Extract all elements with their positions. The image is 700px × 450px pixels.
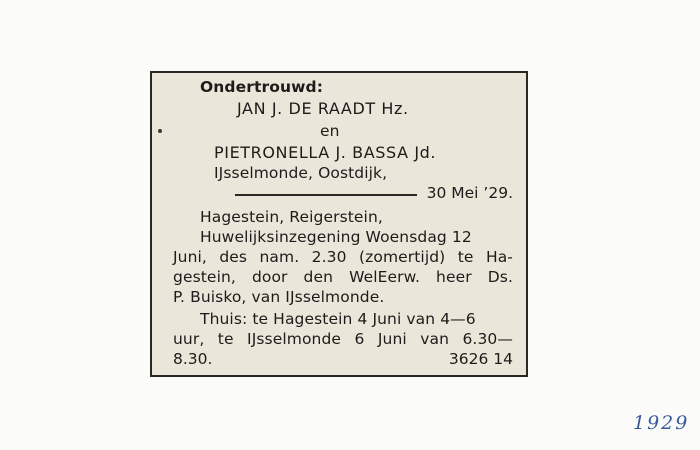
groom-name: JAN J. DE RAADT Hz. — [237, 99, 409, 118]
announcement-date: 30 Mei ’29. — [426, 184, 513, 202]
body-line: P. Buisko, van IJsselmonde. — [173, 288, 385, 306]
closing-time: 8.30. — [173, 350, 213, 368]
date-row — [173, 183, 513, 203]
closing-row — [173, 349, 513, 369]
reference-number: 3626 14 — [448, 350, 513, 368]
heading: Ondertrouwd: — [200, 78, 324, 96]
body-line: Huwelijksinzegening Woensdag 12 — [200, 228, 472, 246]
home-line: uur, te IJsselmonde 6 Juni van 6.30— — [173, 330, 513, 348]
bride-place: IJsselmonde, Oostdijk, — [214, 164, 388, 182]
home-line: Thuis: te Hagestein 4 Juni van 4—6 — [200, 310, 476, 328]
bride-name: PIETRONELLA J. BASSA Jd. — [214, 143, 437, 162]
separator-rule — [235, 194, 417, 196]
conjunction: en — [320, 122, 340, 140]
ink-speck — [158, 129, 162, 133]
newspaper-clipping — [150, 71, 528, 377]
body-line: Hagestein, Reigerstein, — [200, 208, 383, 226]
handwritten-year: 1929 — [633, 412, 690, 434]
body-line: gestein, door den WelEerw. heer Ds. — [173, 268, 513, 286]
body-line: Juni, des nam. 2.30 (zomertijd) te Ha- — [173, 248, 513, 266]
